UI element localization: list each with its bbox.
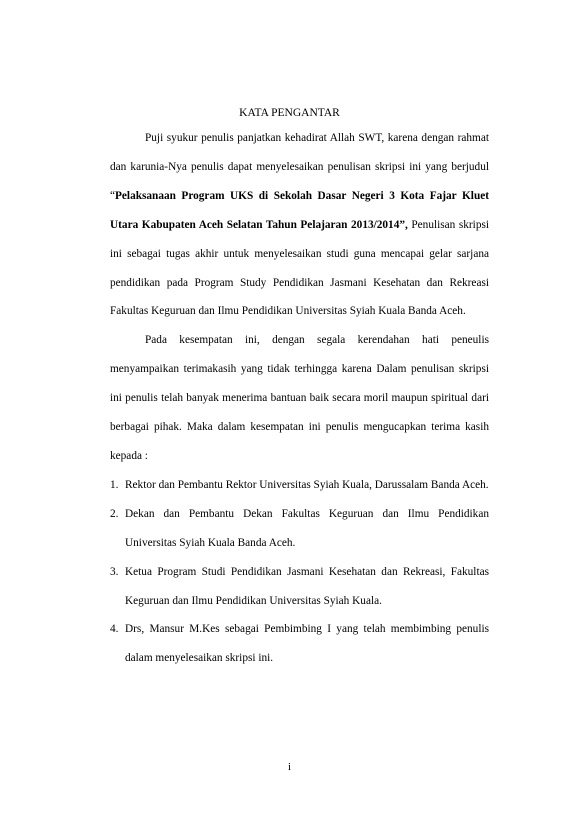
list-item-text: Drs, Mansur M.Kes sebagai Pembimbing I yang telah membimbing penulis dalam menyelesaikan skripsi ini. bbox=[125, 623, 489, 665]
page-title: KATA PENGANTAR bbox=[239, 107, 340, 119]
list-item bbox=[110, 500, 489, 558]
paragraph-intro-lead: Puji syukur penulis panjatkan kehadirat Allah SWT, karena dengan rahmat dan karunia-Nya penulis dapat menyelesaikan penulisan skripsi ini yang berjudul bbox=[110, 132, 489, 173]
list-item-text: Ketua Program Studi Pendidikan Jasmani Kesehatan dan Rekreasi, Fakultas Keguruan dan Ilmu Pendidikan Universitas Syiah Kuala. bbox=[125, 565, 489, 607]
list-item-number: 1. bbox=[110, 478, 119, 491]
paragraph-intro bbox=[110, 124, 489, 326]
paragraph-intro-rest: Penulisan skripsi ini sebagai tugas akhir untuk menyelesaikan studi guna mencapai gelar sarjana pendidikan pada Program Study Pendidikan Jasmani Kesehatan dan Rekreasi Fakultas Keguruan dan Ilmu Pendidikan Universitas Syiah Kuala Banda Aceh. bbox=[110, 218, 489, 318]
list-item-text: Rektor dan Pembantu Rektor Universitas Syiah Kuala, Darussalam Banda Aceh. bbox=[125, 478, 489, 491]
list-item-number: 4. bbox=[110, 623, 119, 636]
document-body bbox=[110, 124, 489, 673]
paragraph-thanks: Pada kesempatan ini, dengan segala kerendahan hati peneulis menyampaikan terimakasih yang tidak terhingga karena Dalam penulisan skripsi ini penulis telah banyak menerima bantuan baik secara moril maupun spiritual dari berbagai pihak. Maka dalam kesempatan ini penulis mengucapkan terima kasih kepada : bbox=[110, 334, 489, 462]
open-quote: “ bbox=[110, 189, 116, 202]
list-item bbox=[110, 471, 489, 500]
page-number: i bbox=[287, 761, 292, 773]
thesis-title: Pelaksanaan Program UKS di Sekolah Dasar Negeri 3 Kota Fajar Kluet Utara Kabupaten Aceh Selatan Tahun Pelajaran 2013/2014”, bbox=[110, 189, 489, 231]
list-item-text: Dekan dan Pembantu Dekan Fakultas Keguruan dan Ilmu Pendidikan Universitas Syiah Kuala Banda Aceh. bbox=[125, 507, 489, 549]
list-item bbox=[110, 615, 489, 673]
acknowledgement-list bbox=[110, 471, 489, 673]
list-item-number: 2. bbox=[110, 507, 119, 520]
list-item bbox=[110, 558, 489, 616]
list-item-number: 3. bbox=[110, 565, 119, 578]
